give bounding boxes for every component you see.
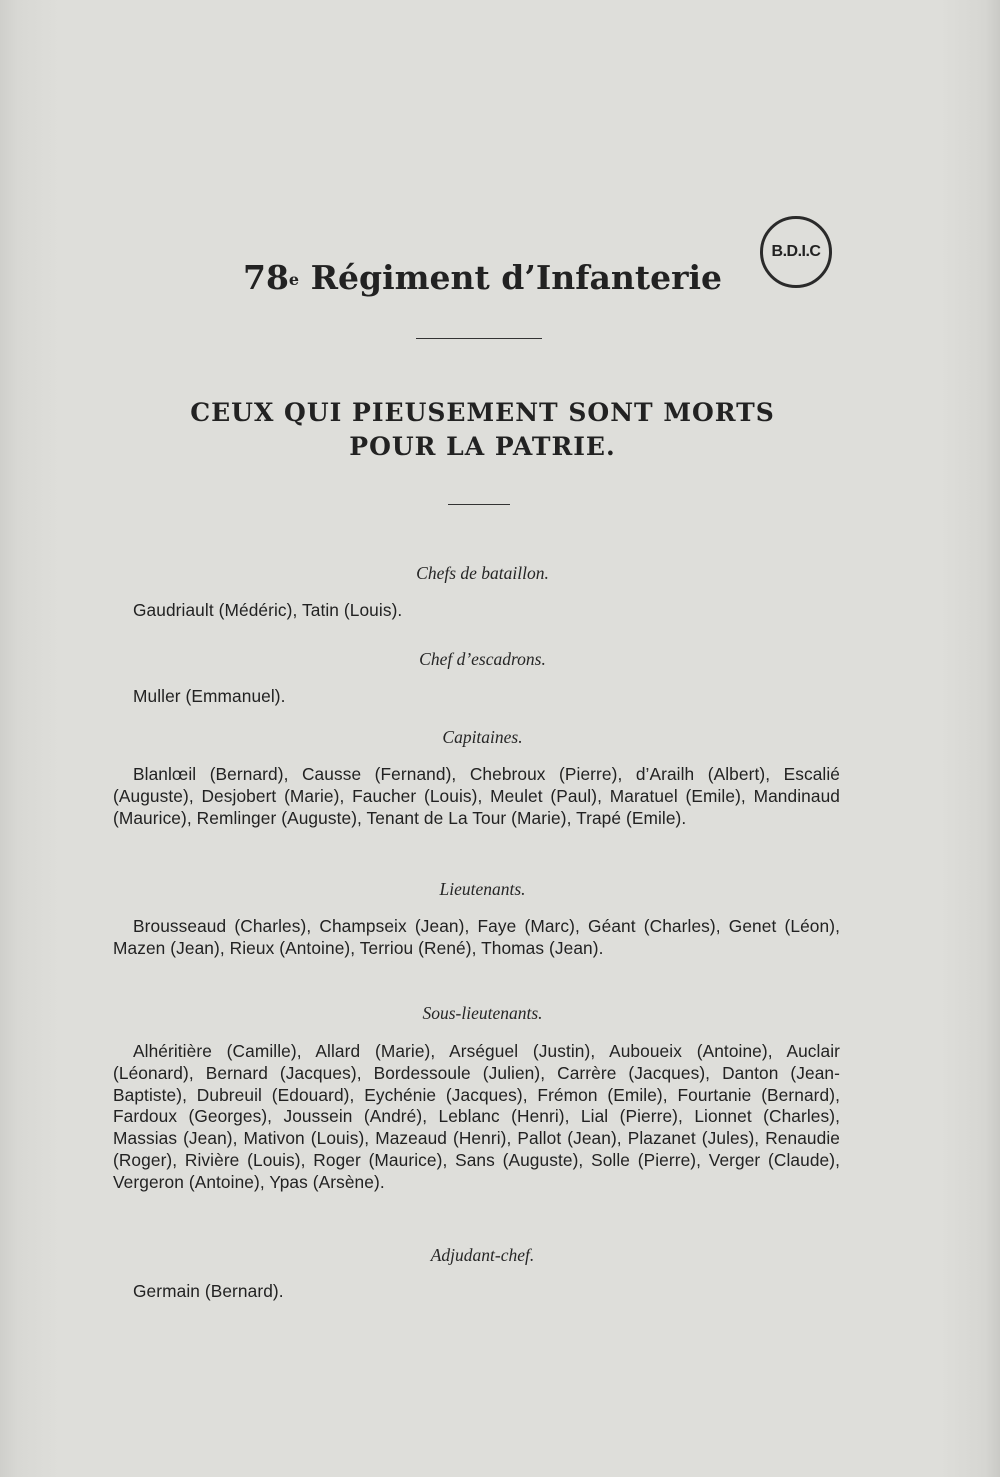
section-title-capitaines: Capitaines. bbox=[442, 727, 523, 747]
section-title-sous-lieutenants: Sous-lieutenants. bbox=[422, 1003, 543, 1023]
section-title-lieutenants: Lieutenants. bbox=[439, 879, 526, 899]
title-divider bbox=[416, 338, 542, 339]
section-names-capitaines: Blanlœil (Bernard), Causse (Fernand), Chebroux (Pierre), d’Arailh (Albert), Escalié (Auguste), Desjobert (Marie), Faucher (Louis), Meulet (Paul), Maratuel (Emile), Mandinaud (Maurice), Remlinger (Auguste), Tenant de La Tour (Marie), Trapé (Emile). bbox=[113, 764, 840, 828]
regiment-name: Régiment d’Infanterie bbox=[310, 258, 722, 297]
section-names-lieutenants: Brousseaud (Charles), Champseix (Jean), Faye (Marc), Géant (Charles), Genet (Léon), Mazen (Jean), Rieux (Antoine), Terriou (René), Thomas (Jean). bbox=[113, 916, 840, 958]
section-title-chef-d-escadrons: Chef d’escadrons. bbox=[419, 649, 546, 669]
section-names-chefs-de-bataillon: Gaudriault (Médéric), Tatin (Louis). bbox=[133, 600, 403, 620]
regiment-number: 78 bbox=[242, 258, 289, 297]
section-names-chef-d-escadrons: Muller (Emmanuel). bbox=[133, 686, 286, 706]
regiment-ordinal: e bbox=[288, 270, 300, 289]
section-names-sous-lieutenants: Alhéritière (Camille), Allard (Marie), Arséguel (Justin), Auboueix (Antoine), Auclair (Léonard), Bernard (Jacques), Bordessoule (Julien), Carrère (Jacques), Danton (Jean-Baptiste), Dubreuil (Edouard), Eychénie (Jacques), Frémon (Emile), Fourtanie (Bernard), Fardoux (Georges), Joussein (André), Leblanc (Henri), Lial (Pierre), Lionnet (Charles), Massias (Jean), Mativon (Louis), Mazeaud (Henri), Pallot (Jean), Plazanet (Jules), Renaudie (Roger), Rivière (Louis), Roger (Maurice), Sans (Auguste), Solle (Pierre), Verger (Claude), Vergeron (Antoine), Ypas (Arsène). bbox=[113, 1041, 840, 1192]
section-title-chefs-de-bataillon: Chefs de bataillon. bbox=[416, 563, 549, 583]
regiment-title bbox=[120, 256, 845, 300]
memorial-headline bbox=[120, 396, 845, 464]
headline-line-2: POUR LA PATRIE. bbox=[349, 432, 616, 461]
section-names-adjudant-chef: Germain (Bernard). bbox=[133, 1281, 284, 1301]
stamp-text: B.D.I.C bbox=[771, 243, 821, 260]
section-title-adjudant-chef: Adjudant-chef. bbox=[430, 1245, 535, 1265]
headline-divider bbox=[448, 504, 510, 505]
headline-line-1: CEUX QUI PIEUSEMENT SONT MORTS bbox=[190, 398, 775, 427]
